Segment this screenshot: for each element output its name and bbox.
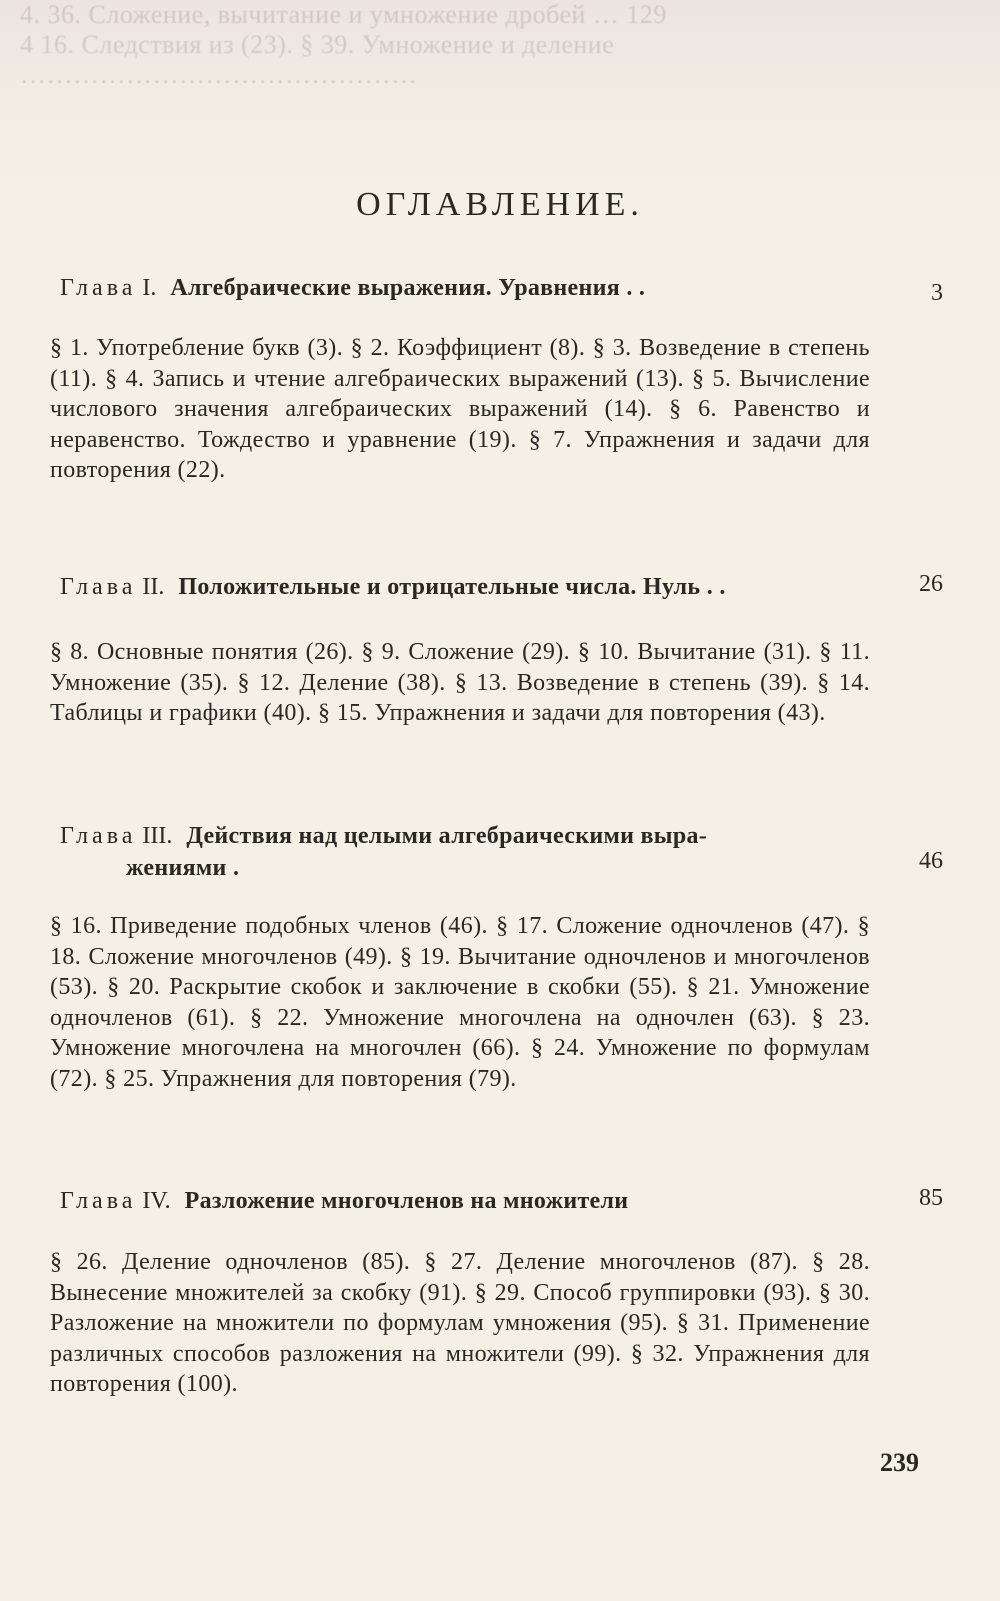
chapter-sections-3: § 16. Приведение подобных членов (46). § 17. Сложение одночленов (47). § 18. Сложение многочленов (49). § 19. Вычитание одночленов и многочленов (53). § 20. Раскрытие скобок и заключение в скобки (55). § 21. Умножение одночленов (61). § 22. Умножение многочлена на одночлен (63). § 23. Умножение многочлена на многочлен (66). § 24. Умножение по формулам (72). § 25. Упражнения для повторения (79). <box>50 913 870 1092</box>
page-folio-number: 239 <box>880 1448 919 1477</box>
bleed-line: 4 16. Следствия из (23). § 39. Умножение и деление <box>20 30 615 59</box>
chapter-label: Глава <box>60 574 137 600</box>
chapter-number: III. <box>142 823 173 849</box>
chapter-sections-4: § 26. Деление одночленов (85). § 27. Деление многочленов (87). § 28. Вынесение множителей за скобку (91). § 29. Способ группировки (93). § 30. Разложение на множители по формулам умножения (95). § 31. Применение различных способов разложения на множители (99). § 32. Упражнения для повторения (100). <box>50 1249 870 1397</box>
chapter-page-number: 3 <box>931 280 943 306</box>
chapter-page-number: 26 <box>919 571 943 597</box>
chapter-label: Глава <box>60 275 137 301</box>
chapter-title: Действия над целыми алгебраическими выра- <box>186 823 708 849</box>
chapter-page-number: 85 <box>919 1185 943 1211</box>
chapter-heading-2 <box>48 571 943 603</box>
chapter-sections-2: § 8. Основные понятия (26). § 9. Сложение (29). § 10. Вычитание (31). § 11. Умножение (35). § 12. Деление (38). § 13. Возведение в степень (39). § 14. Таблицы и графики (40). § 15. Упражнения и задачи для повторения (43). <box>50 639 870 726</box>
chapter-heading-4 <box>48 1185 943 1217</box>
chapter-number: IV. <box>142 1188 171 1214</box>
chapter-title: Алгебраические выражения. Уравнения . . <box>170 275 646 301</box>
chapter-label: Глава <box>60 823 137 849</box>
bleed-through-text <box>20 0 980 150</box>
chapter-title: Положительные и отрицательные числа. Нуль . . <box>178 574 726 600</box>
chapter-heading-3 <box>48 820 943 884</box>
chapter-page-number: 46 <box>919 848 943 874</box>
chapter-title-continuation: жениями . <box>126 855 240 881</box>
chapter-number: II. <box>142 574 165 600</box>
chapter-title: Разложение многочленов на множители <box>184 1188 629 1214</box>
chapter-number: I. <box>142 275 157 301</box>
bleed-line: ……………………………………… <box>20 60 418 89</box>
bleed-line: 4. 36. Сложение, вычитание и умножение дробей … 129 <box>20 0 667 29</box>
chapter-heading-1 <box>48 272 943 304</box>
chapter-sections-1: § 1. Употребление букв (3). § 2. Коэффициент (8). § 3. Возведение в степень (11). § 4. Запись и чтение алгебраических выражений (13). § 5. Вычисление числового значения алгебраических выражений (14). § 6. Равенство и неравенство. Тождество и уравнение (19). § 7. Упражнения и задачи для повторения (22). <box>50 335 870 483</box>
chapter-label: Глава <box>60 1188 137 1214</box>
page-title: ОГЛАВЛЕНИЕ. <box>356 186 644 223</box>
